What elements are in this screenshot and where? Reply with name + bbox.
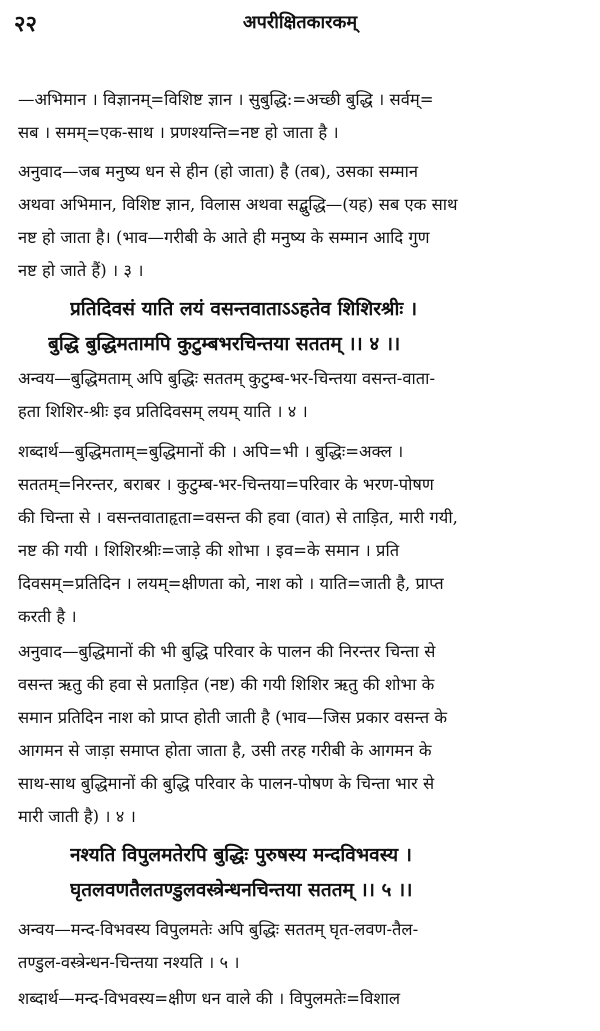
- text-line: शब्दार्थ—मन्द-विभवस्य=क्षीण धन वाले की । विपुलमतेः=विशाल: [18, 989, 401, 1008]
- text-line: अथवा अभिमान, विशिष्ट ज्ञान, विलास अथवा सद्बुद्धि—(यह) सब एक साथ: [18, 195, 458, 214]
- running-title: अपरीक्षितकारकम्: [242, 12, 358, 33]
- verse-line: बुद्धि बुद्धिमतामपि कुटुम्बभरचिन्तया सततम् ।। ४ ।।: [48, 333, 401, 355]
- text-line: नष्ट की गयी । शिशिरश्रीः=जाड़े की शोभा । इव=के समान । प्रति: [18, 541, 400, 560]
- page-header: [0, 8, 600, 42]
- text-line: अनुवाद—बुद्धिमानों की भी बुद्धि परिवार के पालन की निरन्तर चिन्ता से: [18, 642, 436, 661]
- verse-line: नश्यति विपुलमतेरपि बुद्धिः पुरुषस्य मन्दविभवस्य ।: [70, 844, 412, 866]
- text-line: समान प्रतिदिन नाश को प्राप्त होती जाती है (भाव—जिस प्रकार वसन्त के: [18, 708, 448, 727]
- text-line: मारी जाती है) । ४ ।: [18, 807, 136, 826]
- text-line: अन्वय—मन्द-विभवस्य विपुलमतेः अपि बुद्धिः सततम् घृत-लवण-तैल-: [18, 920, 419, 939]
- text-line: दिवसम्=प्रतिदिन । लयम्=क्षीणता को, नाश को । याति=जाती है, प्राप्त: [18, 574, 444, 593]
- text-line: सब । समम्=एक-साथ । प्रणश्यन्ति=नष्ट हो जाता है ।: [18, 123, 339, 142]
- text-line: हता शिशिर-श्रीः इव प्रतिदिवसम् लयम् याति । ४ ।: [18, 402, 308, 421]
- text-line: साथ-साथ बुद्धिमानों की बुद्धि परिवार के पालन-पोषण के चिन्ता भार से: [18, 774, 435, 793]
- text-line: सततम्=निरन्तर, बराबर । कुटुम्ब-भर-चिन्तया=परिवार के भरण-पोषण: [18, 475, 434, 494]
- text-line: की चिन्ता से । वसन्तवाताहृता=वसन्त की हवा (वात) से ताड़ित, मारी गयी,: [18, 508, 458, 527]
- text-line: अनुवाद—जब मनुष्य धन से हीन (हो जाता) है (तब), उसका सम्मान: [18, 162, 419, 181]
- text-line: आगमन से जाड़ा समाप्त होता जाता है, उसी तरह गरीबी के आगमन के: [18, 741, 432, 760]
- page-number: २२: [14, 11, 37, 37]
- verse-line: घृतलवणतैलतण्डुलवस्त्रेन्धनचिन्तया सततम् ।। ५ ।।: [70, 879, 413, 901]
- text-line: शब्दार्थ—बुद्धिमताम्=बुद्धिमानों की । अपि=भी । बुद्धिः=अक्ल ।: [18, 442, 404, 461]
- text-line: तण्डुल-वस्त्रेन्धन-चिन्तया नश्यति । ५ ।: [18, 953, 240, 972]
- verse-line: प्रतिदिवसं याति लयं वसन्तवाताऽऽहतेव शिशिरश्रीः ।: [70, 298, 418, 320]
- text-line: —अभिमान । विज्ञानम्=विशिष्ट ज्ञान । सुबुद्धि:=अच्छी बुद्धि । सर्वम्=: [18, 90, 434, 109]
- text-line: नष्ट हो जाता है। (भाव—गरीबी के आते ही मनुष्य के सम्मान आदि गुण: [18, 228, 430, 247]
- text-line: करती है ।: [18, 607, 77, 626]
- text-line: वसन्त ऋतु की हवा से प्रताड़ित (नष्ट) की गयी शिशिर ऋतु की शोभा के: [18, 675, 435, 694]
- text-line: अन्वय—बुद्धिमताम् अपि बुद्धिः सततम् कुटुम्ब-भर-चिन्तया वसन्त-वाता-: [18, 369, 436, 388]
- text-line: नष्ट हो जाते हैं) । ३ ।: [18, 261, 144, 280]
